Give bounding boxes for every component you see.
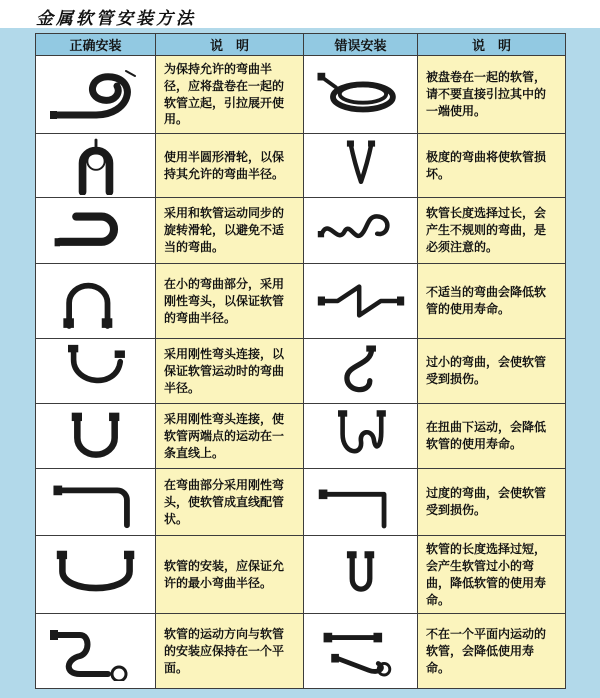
irregular-bends-icon	[313, 204, 409, 258]
wrong-illustration-cell	[304, 134, 418, 198]
wrong-illustration-cell	[304, 404, 418, 469]
correct-illustration-cell	[36, 56, 156, 134]
header-wrong-description: 说 明	[418, 34, 566, 56]
wide-u-icon	[46, 547, 146, 603]
wrong-illustration-cell	[304, 469, 418, 536]
table-row	[36, 469, 566, 536]
correct-description: 采用刚性弯头连接，以保证软管运动时的弯曲半径。	[156, 339, 304, 404]
header-correct-install: 正确安装	[36, 34, 156, 56]
wrong-illustration-cell	[304, 536, 418, 614]
correct-illustration-cell	[36, 469, 156, 536]
pulled-coil-icon	[311, 66, 411, 124]
correct-illustration-cell	[36, 339, 156, 404]
page-title: 金属软管安装方法	[36, 9, 196, 29]
correct-illustration-cell	[36, 536, 156, 614]
table-row	[36, 134, 566, 198]
wrong-description: 不适当的弯曲会降低软管的使用寿命。	[418, 264, 566, 339]
header-correct-description: 说 明	[156, 34, 304, 56]
correct-description: 软管的安装，应保证允许的最小弯曲半径。	[156, 536, 304, 614]
wrong-description: 被盘卷在一起的软管，请不要直接引拉其中的一端使用。	[418, 56, 566, 134]
wrong-description: 极度的弯曲将使软管损坏。	[418, 134, 566, 198]
rotating-track-icon	[46, 204, 146, 258]
narrow-u-icon	[317, 547, 405, 603]
correct-illustration-cell	[36, 264, 156, 339]
coiled-hose-unrolled-icon	[44, 65, 148, 125]
wrong-description: 软管的长度选择过短，会产生软管过小的弯曲，降低软管的使用寿命。	[418, 536, 566, 614]
wrong-illustration-cell	[304, 56, 418, 134]
correct-description: 在弯曲部分采用刚性弯头，使软管成直线配管状。	[156, 469, 304, 536]
sharp-zigzag-icon	[311, 274, 411, 328]
header-row	[36, 34, 566, 56]
table-row	[36, 198, 566, 264]
twisted-u-icon	[315, 408, 407, 464]
sharp-bend-hang-icon	[317, 138, 405, 194]
correct-description: 使用半圆形滑轮，以保持其允许的弯曲半径。	[156, 134, 304, 198]
same-plane-trap-icon	[46, 621, 146, 681]
table-row	[36, 56, 566, 134]
correct-description: 采用刚性弯头连接，使软管两端点的运动在一条直线上。	[156, 404, 304, 469]
small-bend-hook-icon	[317, 342, 405, 400]
u-shape-aligned-icon	[48, 408, 144, 464]
correct-illustration-cell	[36, 614, 156, 689]
installation-table	[35, 33, 566, 689]
correct-description: 软管的运动方向与软管的安装应保持在一个平面。	[156, 614, 304, 689]
table-panel	[0, 28, 600, 698]
correct-illustration-cell	[36, 198, 156, 264]
table-row	[36, 264, 566, 339]
pulley-u-hose-icon	[48, 137, 144, 195]
rigid-elbow-loop-icon	[48, 271, 144, 331]
table-row	[36, 536, 566, 614]
wrong-description: 过度的弯曲，会使软管受到损伤。	[418, 469, 566, 536]
correct-description: 采用和软管运动同步的旋转滑轮，以避免不适当的弯曲。	[156, 198, 304, 264]
correct-description: 在小的弯曲部分，采用刚性弯头，以保证软管的弯曲半径。	[156, 264, 304, 339]
correct-description: 为保持允许的弯曲半径，应将盘卷在一起的软管立起，引拉展开使用。	[156, 56, 304, 134]
correct-illustration-cell	[36, 404, 156, 469]
different-planes-icon	[313, 622, 409, 680]
wrong-illustration-cell	[304, 614, 418, 689]
table-row	[36, 614, 566, 689]
wrong-description: 过小的弯曲，会使软管受到损伤。	[418, 339, 566, 404]
wrong-description: 在扭曲下运动，会降低软管的使用寿命。	[418, 404, 566, 469]
wrong-description: 软管长度选择过长，会产生不规则的弯曲，是必须注意的。	[418, 198, 566, 264]
wrong-illustration-cell	[304, 339, 418, 404]
correct-illustration-cell	[36, 134, 156, 198]
header-wrong-install: 错误安装	[304, 34, 418, 56]
elbow-curve-icon	[48, 343, 144, 399]
table-row	[36, 404, 566, 469]
l-shape-straight-icon	[46, 473, 146, 531]
table-row	[36, 339, 566, 404]
wrong-illustration-cell	[304, 198, 418, 264]
wrong-illustration-cell	[304, 264, 418, 339]
wrong-description: 不在一个平面内运动的软管，会降低使用寿命。	[418, 614, 566, 689]
tight-right-angle-icon	[313, 473, 409, 531]
